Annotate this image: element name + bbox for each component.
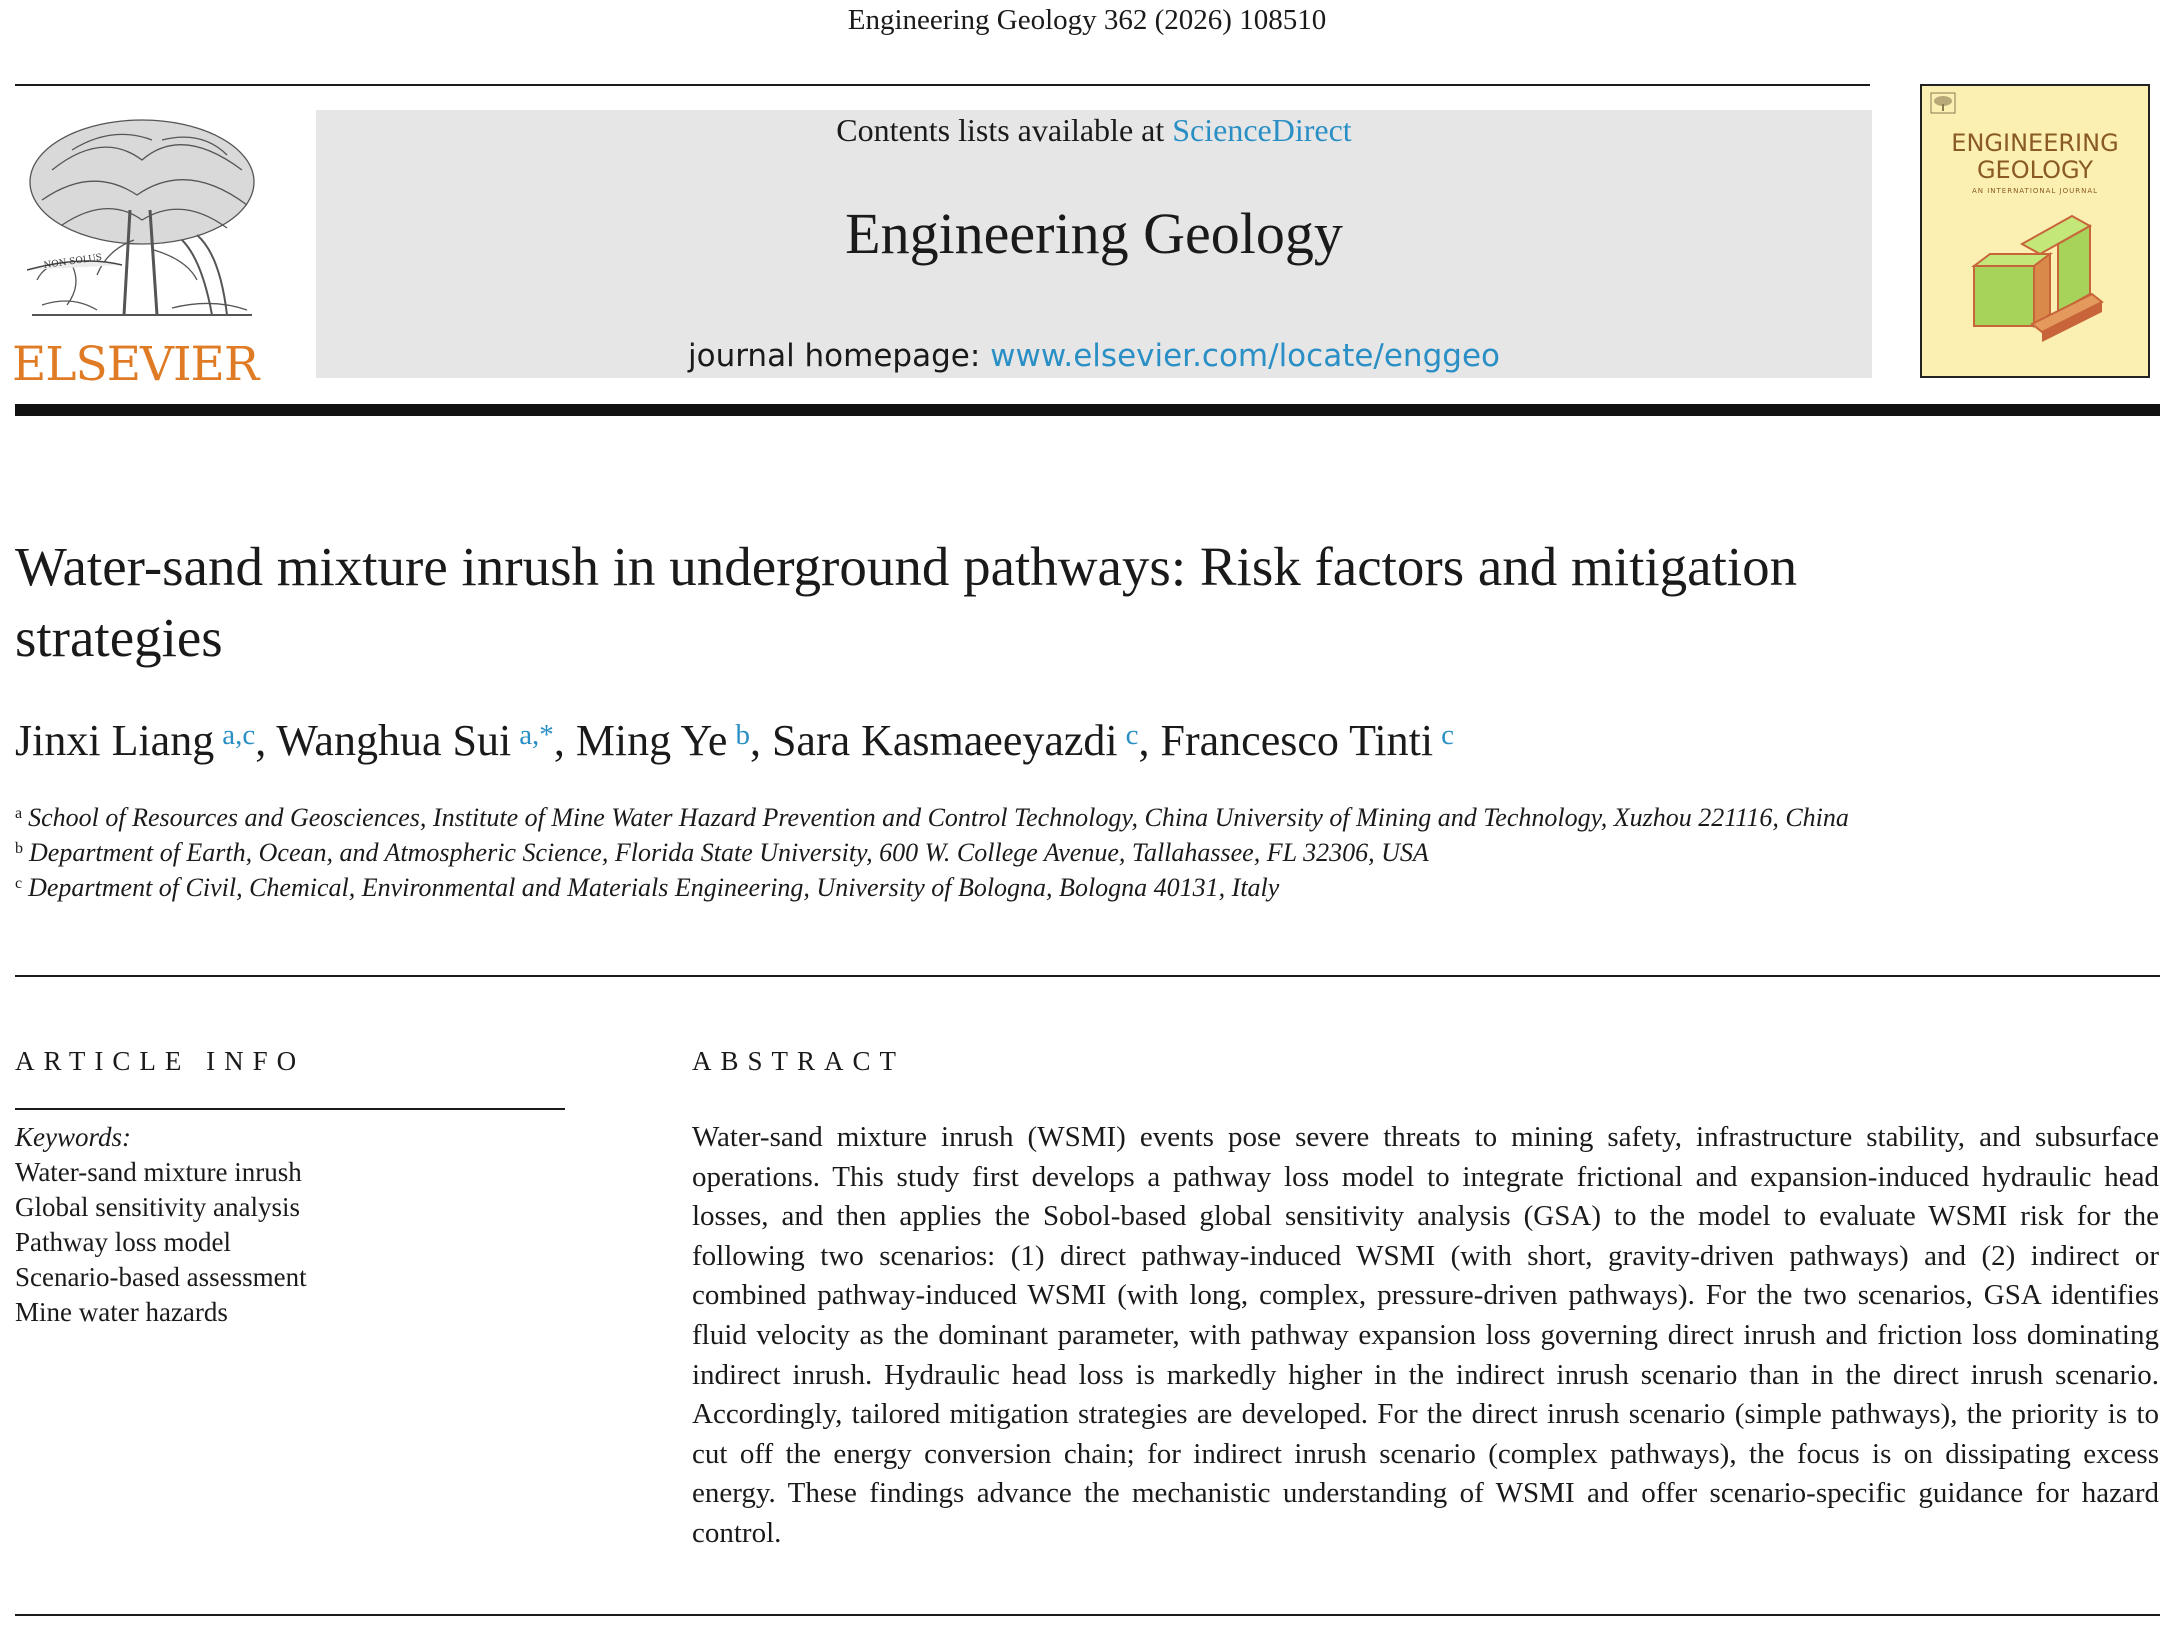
author-affiliation-marks[interactable]: c (1441, 719, 1454, 751)
homepage-line (316, 338, 1872, 374)
author-name[interactable]: Ming Ye (575, 716, 728, 765)
journal-header-box (316, 110, 1872, 378)
author-affiliation-marks[interactable]: c (1125, 719, 1139, 751)
abstract-bottom-rule (15, 1614, 2160, 1616)
affiliation-item: $^c$ Department of Civil, Chemical, Environmental and Materials Engineering, University of Bologna, Bologna 40131, Italy (15, 873, 1280, 902)
affiliation-list (15, 800, 1885, 905)
abstract-text: Water-sand mixture inrush (WSMI) events pose severe threats to mining safety, infrastructure stability, and subsurface operations. This study first develops a pathway loss model to integrate frictional and expansion-induced hydraulic head losses, and then applies the Sobol-based global sensitivity analysis (GSA) to the model to evaluate WSMI risk for the following two scenarios: (1) direct pathway-induced WSMI (with short, gravity-driven pathways) and (2) indirect or combined pathway-induced WSMI (with long, complex, pressure-driven pathways). For the two scenarios, GSA identifies fluid velocity as the dominant parameter, with pathway expansion loss governing direct inrush and friction loss dominating indirect inrush. Hydraulic head loss is markedly higher in the indirect inrush scenario than in the direct inrush scenario. Accordingly, tailored mitigation strategies are developed. For the direct inrush scenario (simple pathways), the priority is to cut off the energy conversion chain; for indirect inrush scenario (complex pathways), the focus is on dissipating excess energy. These findings advance the mechanistic understanding of WSMI and offer scenario-specific guidance for hazard control. (692, 1121, 2159, 1549)
cover-title: ENGINEERING GEOLOGY (1951, 129, 2119, 184)
author-affiliation-marks[interactable]: b (735, 719, 750, 751)
publisher-motto: NON SOLUS (43, 252, 103, 271)
homepage-prefix: journal homepage: (688, 338, 991, 374)
author-affiliation-marks[interactable]: a,c (222, 719, 256, 751)
author-list: Jinxi Liang $^{a,c}$, Wanghua Sui $^{a,*}$, Ming Ye $^b$, Sara Kasmaeeyazdi $^c$, Francesco Tinti $^c$ (15, 716, 1454, 765)
keywords-block (15, 1120, 575, 1330)
keyword-item: Water-sand mixture inrush (15, 1157, 302, 1187)
publisher-wordmark: ELSEVIER (12, 337, 259, 392)
cover-blocks-icon (1962, 204, 2112, 354)
cover-tree-icon (1930, 92, 1956, 114)
journal-name: Engineering Geology (845, 201, 1343, 266)
author-name[interactable]: Wanghua Sui (276, 716, 512, 765)
keyword-item: Global sensitivity analysis (15, 1192, 300, 1222)
article-title: Water-sand mixture inrush in underground pathways: Risk factors and mitigation strategies (15, 536, 1798, 668)
author-name[interactable]: Jinxi Liang (15, 716, 215, 765)
keyword-item: Pathway loss model (15, 1227, 231, 1257)
author-name[interactable]: Francesco Tinti (1160, 716, 1434, 765)
journal-homepage-link[interactable]: www.elsevier.com/locate/enggeo (990, 338, 1500, 374)
keyword-item: Scenario-based assessment (15, 1262, 307, 1292)
keyword-item: Mine water hazards (15, 1297, 228, 1327)
author-name[interactable]: Sara Kasmaeeyazdi (771, 716, 1118, 765)
article-info-rule (15, 1108, 565, 1110)
abstract-heading: ABSTRACT (692, 1046, 906, 1076)
publisher-logo[interactable] (12, 110, 267, 392)
tree-emblem-icon (12, 110, 267, 335)
journal-citation: Engineering Geology 362 (2026) 108510 (847, 4, 1327, 36)
keywords-label: Keywords: (15, 1122, 131, 1152)
contents-line (316, 110, 1872, 149)
sciencedirect-link[interactable]: ScienceDirect (1172, 112, 1352, 148)
header-thick-rule (15, 404, 2160, 416)
author-affiliation-marks[interactable]: a,* (519, 719, 554, 751)
header-top-rule (15, 84, 1870, 86)
contents-prefix: Contents lists available at (836, 112, 1173, 148)
section-divider-rule (15, 975, 2160, 977)
journal-cover-thumbnail[interactable] (1920, 84, 2150, 378)
affiliation-item: $^a$ School of Resources and Geosciences, Institute of Mine Water Hazard Prevention and Control Technology, China University of Mining and Technology, Xuzhou 221116, China (15, 803, 1849, 832)
affiliation-item: $^b$ Department of Earth, Ocean, and Atmospheric Science, Florida State University, 600 W. College Avenue, Tallahassee, FL 32306, USA (15, 838, 1429, 867)
article-info-heading: ARTICLE INFO (15, 1046, 306, 1076)
cover-subtitle: AN INTERNATIONAL JOURNAL (1971, 187, 2099, 195)
